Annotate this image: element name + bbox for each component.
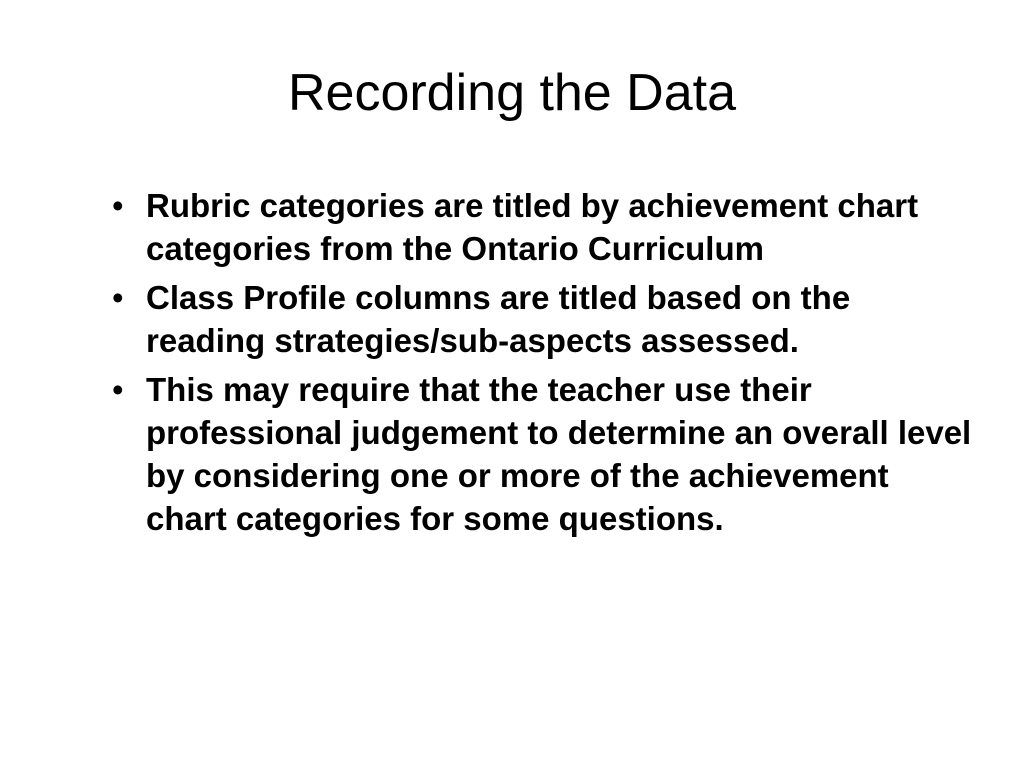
bullet-text: Class Profile columns are titled based on the reading strategies/sub-aspects assessed. bbox=[146, 279, 851, 359]
bullet-icon: • bbox=[112, 371, 124, 408]
bullet-text: This may require that the teacher use their professional judgement to determine an overall level by considering one or more of the achievement chart categories for some questions. bbox=[146, 371, 972, 537]
bullet-icon: • bbox=[112, 187, 124, 224]
bullet-list bbox=[112, 184, 972, 546]
slide-title: Recording the Data bbox=[287, 64, 737, 122]
bullet-icon: • bbox=[112, 279, 124, 316]
bullet-item bbox=[112, 184, 972, 270]
bullet-item bbox=[112, 368, 972, 540]
bullet-item bbox=[112, 276, 972, 362]
bullet-text: Rubric categories are titled by achievement chart categories from the Ontario Curriculum bbox=[146, 187, 919, 267]
